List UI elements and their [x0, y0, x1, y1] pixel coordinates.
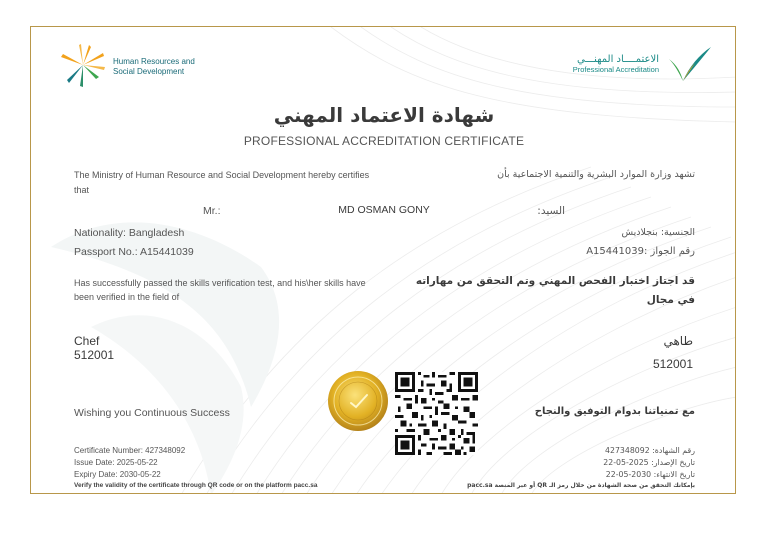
holder-title-arabic: السيد:	[537, 205, 565, 217]
intro-arabic: تشهد وزارة الموارد البشرية والتنمية الاجتماعية بأن	[497, 169, 695, 180]
expiry-date-arabic: تاريخ الانتهاء: 2030-05-22	[605, 470, 695, 479]
passport-english: Passport No.: A15441039	[74, 246, 194, 258]
hrsd-logo-icon	[59, 43, 107, 87]
certificate	[30, 26, 736, 494]
wishes-arabic: مع تمنياتنا بدوام التوفيق والنجاح	[534, 406, 695, 417]
cert-number-english: Certificate Number: 427348092	[74, 446, 186, 455]
gold-seal-icon	[327, 370, 389, 432]
occupation-english: Chef	[74, 334, 100, 348]
footer-arabic	[603, 445, 695, 481]
passport-arabic: رقم الجواز :A15441039	[586, 246, 695, 257]
passed-english: Has successfully passed the skills verification test, and his\her skills have been verified in the field of	[74, 278, 366, 302]
hrsd-logo-text	[113, 57, 195, 76]
title-arabic: شهادة الاعتماد المهني	[273, 103, 495, 127]
pa-logo-arabic: الاعتمــــاد المهنـــي	[576, 54, 659, 65]
title-english: PROFESSIONAL ACCREDITATION CERTIFICATE	[243, 134, 525, 148]
occupation-code-arabic: 512001	[652, 357, 693, 371]
occupation-arabic: طاهي	[663, 334, 693, 348]
qr-code-icon[interactable]	[395, 372, 478, 455]
pa-logo-icon	[667, 45, 713, 85]
holder-title-english: Mr.:	[203, 205, 221, 217]
verify-arabic: بإمكانك التحقق من صحة الشهادة من خلال رمز الـ QR أو عبر المنصة pacc.sa	[467, 482, 695, 489]
hrsd-line-2: Social Development	[113, 66, 185, 76]
pa-logo-english: Professional Accreditation	[572, 65, 659, 74]
cert-number-arabic: رقم الشهادة: 427348092	[605, 446, 695, 455]
nationality-english: Nationality: Bangladesh	[74, 227, 185, 239]
expiry-date-english: Expiry Date: 2030-05-22	[74, 470, 161, 479]
footer-english	[74, 445, 185, 481]
nationality-arabic: الجنسية: بنجلاديش	[621, 227, 695, 238]
verify-english: Verify the validity of the certificate through QR code or on the platform pacc.sa	[74, 482, 318, 489]
issue-date-arabic: تاريخ الإصدار: 2025-05-22	[603, 458, 695, 467]
intro-english: The Ministry of Human Resource and Social Development hereby certifies that	[74, 170, 370, 195]
occupation-code-english: 512001	[74, 348, 115, 362]
issue-date-english: Issue Date: 2025-05-22	[74, 458, 158, 467]
wishes-english: Wishing you Continuous Success	[74, 407, 230, 419]
pa-logo-text	[519, 54, 659, 74]
holder-name: MD OSMAN GONY	[338, 204, 430, 216]
passed-arabic: قد اجتاز اختبار الفحص المهني وتم التحقق من مهاراته في مجال	[415, 275, 695, 306]
hrsd-line-1: Human Resources and	[113, 57, 195, 66]
